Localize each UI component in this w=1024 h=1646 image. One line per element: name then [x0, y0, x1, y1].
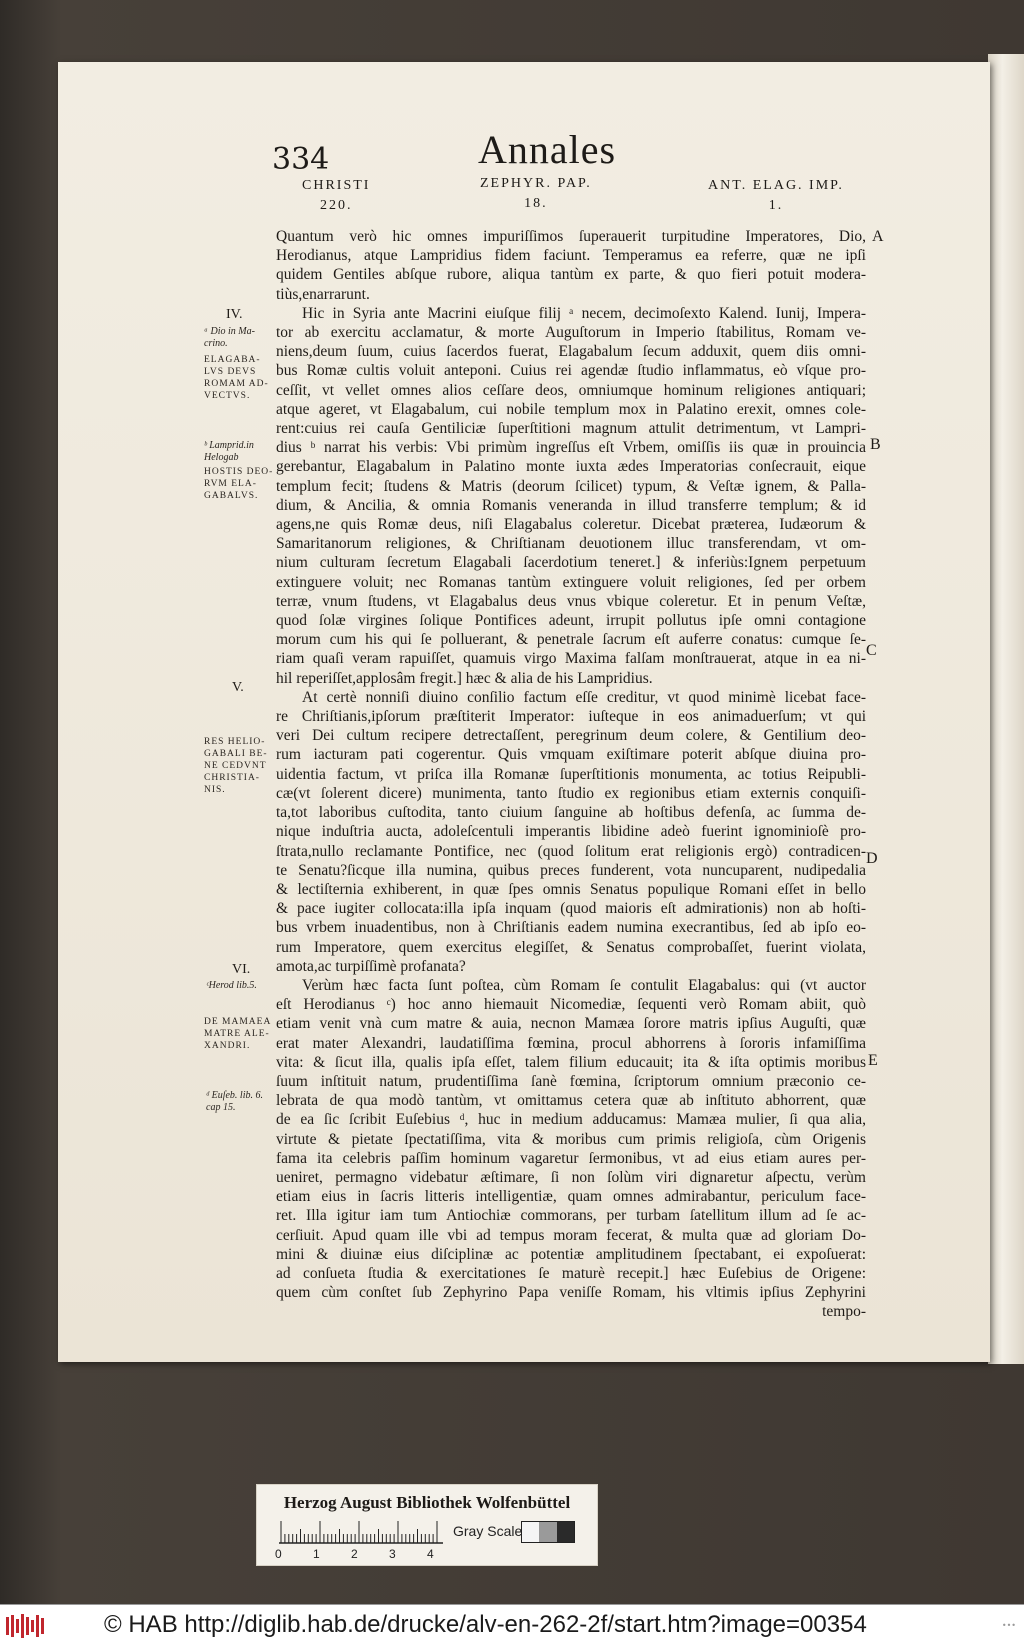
- side-note-line: ROMAM AD-: [204, 379, 269, 389]
- body-line: uidentia factum, vt priſca illa Romanæ ſuperſtitionis monumenta, ac totius Reipubli-: [276, 765, 866, 783]
- next-page-edge: [988, 54, 1024, 1364]
- body-line: Hic in Syria ante Macrini eiuſque filij ᵃ necem, decimoſexto Kalend. Iunij, Impera-: [302, 304, 866, 322]
- body-line: hil reperiſſet,applosâm fregit.] hæc & alia de his Lampridius.: [276, 669, 653, 687]
- body-line: cæ(vt ſolerent dicere) munimenta, tanto ſtudio ex regionibus etiam externis conquiſi-: [276, 784, 866, 802]
- body-line: bus Romæ cultis voluit anteponi. Cuius rei agendæ ſtudio inflammatus, eò vſque pro-: [276, 362, 866, 380]
- body-line: nique induſtria aucta, adoleſcentuli imperantis libidine adeò fuerint ignominioſè pro-: [276, 823, 866, 841]
- body-line: de ea ſic ſcribit Euſebius ᵈ, huc in medium adducamus: Mamæa mulier, ſi qua alia,: [276, 1111, 866, 1129]
- body-line: ſuum inſtituit natum, prudentiſſima ſanè fœmina, ſcriptorum omnium præconio ce-: [276, 1072, 866, 1090]
- side-note-line: RVM ELA-: [204, 479, 257, 489]
- header-left-value: 220.: [319, 198, 353, 213]
- side-note-line: NE CEDVNT: [204, 761, 267, 771]
- header-center-value: 18.: [524, 196, 548, 211]
- body-line: dium, & Ancilia, & omnia Romanis veneranda in illud transferre templum; & id: [276, 496, 866, 514]
- section-numeral-v: V.: [232, 680, 244, 695]
- gray-swatch: [522, 1522, 539, 1542]
- ruler-number: 2: [351, 1547, 358, 1561]
- body-line: lebrata de qua modò tantùm, vt omittamus cetera quæ ab inſtituto abhorrent, quæ: [276, 1092, 866, 1110]
- margin-letter-c: C: [866, 642, 877, 659]
- side-note-line: VECTVS.: [204, 391, 251, 401]
- body-line: te Senatu?ſicque illa numina, quibus preces funderent, vota nuncuparent, nudipedalia: [276, 861, 866, 879]
- side-note-line: GABALI BE-: [204, 749, 268, 759]
- header-left: [302, 176, 370, 216]
- side-note-de-mamaea: [204, 1016, 271, 1052]
- body-line: ſtrata,nullo reclamante Pontifice, nec (quod ſolitum erat religionis ergò) contradicen-: [276, 842, 866, 860]
- side-note-line: ELAGABA-: [204, 355, 261, 365]
- side-note-elagabalus-romam: [204, 354, 269, 402]
- body-line: ret. Illa igitur iam tum Antiochiæ commorans, per turbam ſatellitum illum ad ſe ac-: [276, 1207, 866, 1225]
- side-note-line: DE MAMAEA: [204, 1017, 272, 1027]
- footer-bar: [0, 1604, 1024, 1646]
- body-line: riam quaſi veram rapuiſſet, quamuis virgo Maxima falſam monſtrauerat, atque in ea ni-: [276, 650, 866, 668]
- header-right: [708, 176, 844, 216]
- body-line: virtute & pietate ſpectatiſſima, vita & moribus cum primis religioſa, cùm Origenis: [276, 1130, 866, 1148]
- reference-b: [204, 440, 254, 464]
- body-line: bus vrbem inuadentibus, non à Chriſtianis eadem numina execrantibus, ſed ab ipſo eo-: [276, 919, 866, 937]
- side-note-line: LVS DEVS: [204, 367, 257, 377]
- library-label-card: [256, 1484, 598, 1566]
- side-note-line: NIS.: [204, 785, 226, 795]
- body-line: ad conſueta ſtudia & exercitationes ſe maturè recepit.] hæc Euſebius de Origene:: [276, 1264, 866, 1282]
- body-line: erat mater Alexandri, laudatiſſima fœmina, procul abhorrens à ſororis infamiſſima: [276, 1034, 866, 1052]
- body-line: gerebantur, Elagabalum in Palatino monte iuxta ædes Imperatorias conſecrauit, eique: [276, 458, 866, 476]
- reference-d-line-1: ᵈ Euſeb. lib. 6.: [206, 1090, 263, 1101]
- body-line: veri Dei cultum recipere detrectaſſent, peregrinum deum colere, & Gentilium deo-: [276, 727, 866, 745]
- ruler-number: 3: [389, 1547, 396, 1561]
- body-line: atque ageret, vt Elagabalum, cui nobile templum mox in Palatino erexit, omnes cole-: [276, 400, 866, 418]
- side-note-line: RES HELIO-: [204, 737, 266, 747]
- body-line: niens,deum ſuum, cuius ſacerdos fuerat, Elagabalum ſecum adduxit, quem diis omni-: [276, 343, 866, 361]
- body-line: rent:cuius rei cauſa Gentiliciæ ſuperſtitioni magnum attulit detrimentum, vt Lampri-: [276, 420, 866, 438]
- body-line: tiùs,enarrarunt.: [276, 285, 370, 303]
- footer-url-text[interactable]: © HAB http://diglib.hab.de/drucke/alv-en-262-2f/start.htm?image=00354: [104, 1611, 867, 1638]
- margin-letter-d: D: [866, 850, 878, 867]
- side-note-line: XANDRI.: [204, 1041, 251, 1051]
- body-line: vita: & ſicut illa, qualis ipſa eſſet, talem filium educauit; ita & iſta optimis moribus: [276, 1053, 866, 1071]
- side-note-line: HOSTIS DEO-: [204, 467, 274, 477]
- gray-scale-label: Gray Scale: [453, 1523, 523, 1539]
- body-line: agens,ne quis Romæ deus, niſi Elagabalus coleretur. Dicebat præterea, Iudæorum &: [276, 516, 866, 534]
- page-number: 334: [272, 142, 330, 177]
- body-line: morum cum his qui ſe polluerant, & penetrale ſacrum eſt auferre conatus: cumque ſe-: [276, 631, 866, 649]
- body-line: etiam eius in ſacris litteris intelligentiæ, quam omnes admirabantur, periculum face-: [276, 1188, 866, 1206]
- reference-b-line-2: Helogab: [204, 452, 239, 463]
- library-name: Herzog August Bibliothek Wolfenbüttel: [283, 1493, 571, 1512]
- footer-dots: •••: [1001, 1621, 1016, 1630]
- header-right-value: 1.: [768, 198, 784, 213]
- body-line: nium culturam ſecretum Elagabali ſacerdotium teneret.] & inferiùs:Ignem perpetuum: [276, 554, 866, 572]
- side-note-hostis-deorum: [204, 466, 273, 502]
- gray-scale-swatches: [521, 1521, 575, 1543]
- body-line: Quantum verò hic omnes impuriſſimos ſuperauerit turpitudine Imperatores, Dio,: [276, 228, 866, 245]
- body-line: Samaritanorum religiones, & Chriſtianam deuotionem illuc transferendam, vt om-: [276, 535, 866, 553]
- side-note-line: GABALVS.: [204, 491, 259, 501]
- body-line: At certè nonniſi diuino conſilio factum eſſe creditur, vt quod minimè licebat face-: [302, 688, 866, 706]
- body-line: ta,tot laboribus cuſtodita, tanto ciuium ſanguine ab hoſtibus defenſa, ac ſumma de-: [276, 804, 866, 822]
- body-line: & lectiſternia exhiberent, in quæ ſpes omnis Senatus populique Romani eſſet in bello: [276, 880, 866, 898]
- body-line: tempo-: [822, 1303, 866, 1321]
- body-line: rum iacturam pati cogerentur. Quis vmquam exiſtimare poterit abſque diuina pro-: [276, 746, 866, 764]
- body-line: quod ſolæ virgines ſolique Pontifices adeunt, irrupit pollutus ipſe omni contagione: [276, 612, 866, 630]
- margin-letter-a: A: [872, 228, 884, 245]
- reference-a-line-2: crino.: [204, 338, 228, 349]
- body-line: eſt Herodianus ᶜ) hoc anno hiemauit Nicomediæ, ſequenti verò Romam abiit, quò: [276, 996, 866, 1014]
- ruler-number: 1: [313, 1547, 320, 1561]
- body-text: [276, 227, 866, 1322]
- reference-c: ᶜHerod lib.5.: [206, 980, 257, 991]
- body-line: Verùm hæc facta ſunt poſtea, cùm Romam ſe contulit Elagabalus: qui (vt auctor: [302, 976, 866, 994]
- body-line: etiam venit vnà cum matre & auia, necnon Mamæa ſorore matris ipſius Auguſti, quæ: [276, 1015, 866, 1033]
- body-line: terræ, vnum ſtudens, vt Elagabalus deus vnus vbique coleretur. Et in penum Veſtæ,: [276, 592, 866, 610]
- header-center-label: ZEPHYR. PAP.: [480, 176, 592, 191]
- body-line: quidem Gentiles abſque rubore, aliqua tantùm ex parte, & quo fieri potuit modera-: [276, 266, 866, 284]
- ruler-number: 0: [275, 1547, 282, 1561]
- body-line: ceſſit, vt vellet omnes alios ceſſare deos, omniumque hominum religiones antiquari;: [276, 381, 866, 399]
- header-left-label: CHRISTI: [302, 178, 371, 193]
- gray-swatch: [539, 1522, 556, 1542]
- margin-letter-b: B: [870, 436, 881, 453]
- body-line: dius ᵇ narrat his verbis: Vbi primùm ingreſſus eſt Vrbem, omiſſis iis quæ in prouincia: [276, 439, 866, 457]
- body-line: rum Imperatore, quem exercitus elegiſſet, & Senatus comprobaſſet, fuerint violata,: [276, 938, 866, 956]
- body-line: Herodianus, atque Lampridius fidem faciunt. Temperamus ea referre, quæ ne ipſi: [276, 247, 866, 265]
- side-note-line: CHRISTIA-: [204, 773, 260, 783]
- reference-a: [204, 326, 255, 350]
- body-line: fama ita celebris paſſim hominum vagaretur ſermonibus, vt ad eius etiam aures per-: [276, 1149, 866, 1167]
- gray-swatch: [557, 1522, 574, 1542]
- body-line: tor ab exercitu acclamatur, & morte Auguſtorum in Imperio ſtabilitus, Romam ve-: [276, 324, 866, 342]
- body-line: extinguere voluit; nec Romanas tantùm extinguere voluit religiones, ſed per orbem: [276, 573, 866, 591]
- body-line: cerſiuit. Apud quam ille vbi ad tempus moram fecerat, & multa quæ ad gloriam Do-: [276, 1226, 866, 1244]
- section-numeral-vi: VI.: [232, 962, 251, 977]
- ruler-number: 4: [427, 1547, 434, 1561]
- ruler-icon: [279, 1519, 443, 1545]
- hab-logo-icon: [6, 1613, 46, 1639]
- reference-d-line-2: cap 15.: [206, 1102, 236, 1113]
- reference-d: [206, 1090, 263, 1114]
- body-line: quem cùm conſtet ſub Zephyrino Papa veniſſe Romam, his vltimis ipſius Zephyrini: [276, 1284, 866, 1302]
- page-title: Annales: [478, 127, 617, 172]
- side-note-res-heliogabali: [204, 736, 268, 796]
- body-line: amota,ac turpiſſimè profanata?: [276, 957, 466, 975]
- header-right-label: ANT. ELAG. IMP.: [708, 178, 844, 193]
- body-line: mini & diuinæ eius diſciplinæ ac potentiæ amplitudinem ſpectabant, ei expoſuerat:: [276, 1245, 866, 1263]
- body-line: templum fecit; ſtudens & Matris (deorum ſcilicet) typum, & Veſtæ ignem, & Palla-: [276, 477, 866, 495]
- body-line: ueniret, permagno videbatur æſtimare, ſi non ſolùm viri dignaretur aſpectu, verùm: [276, 1168, 866, 1186]
- body-line: & pace iugiter collocata:illa ipſa inquam (quod maioris eſt admirationis) non ab hoſti-: [276, 900, 866, 918]
- margin-letter-e: E: [868, 1052, 878, 1069]
- body-line: re Chriſtianis,ipſorum præſtiterit Imperator: iuſteque in eos animaduerſum; vt qui: [276, 708, 866, 726]
- side-note-line: MATRE ALE-: [204, 1029, 270, 1039]
- reference-a-line-1: ᵃ Dio in Ma-: [204, 326, 255, 337]
- reference-b-line-1: ᵇ Lamprid.in: [204, 440, 254, 451]
- header-center: [480, 174, 592, 214]
- section-numeral-iv: IV.: [226, 307, 243, 322]
